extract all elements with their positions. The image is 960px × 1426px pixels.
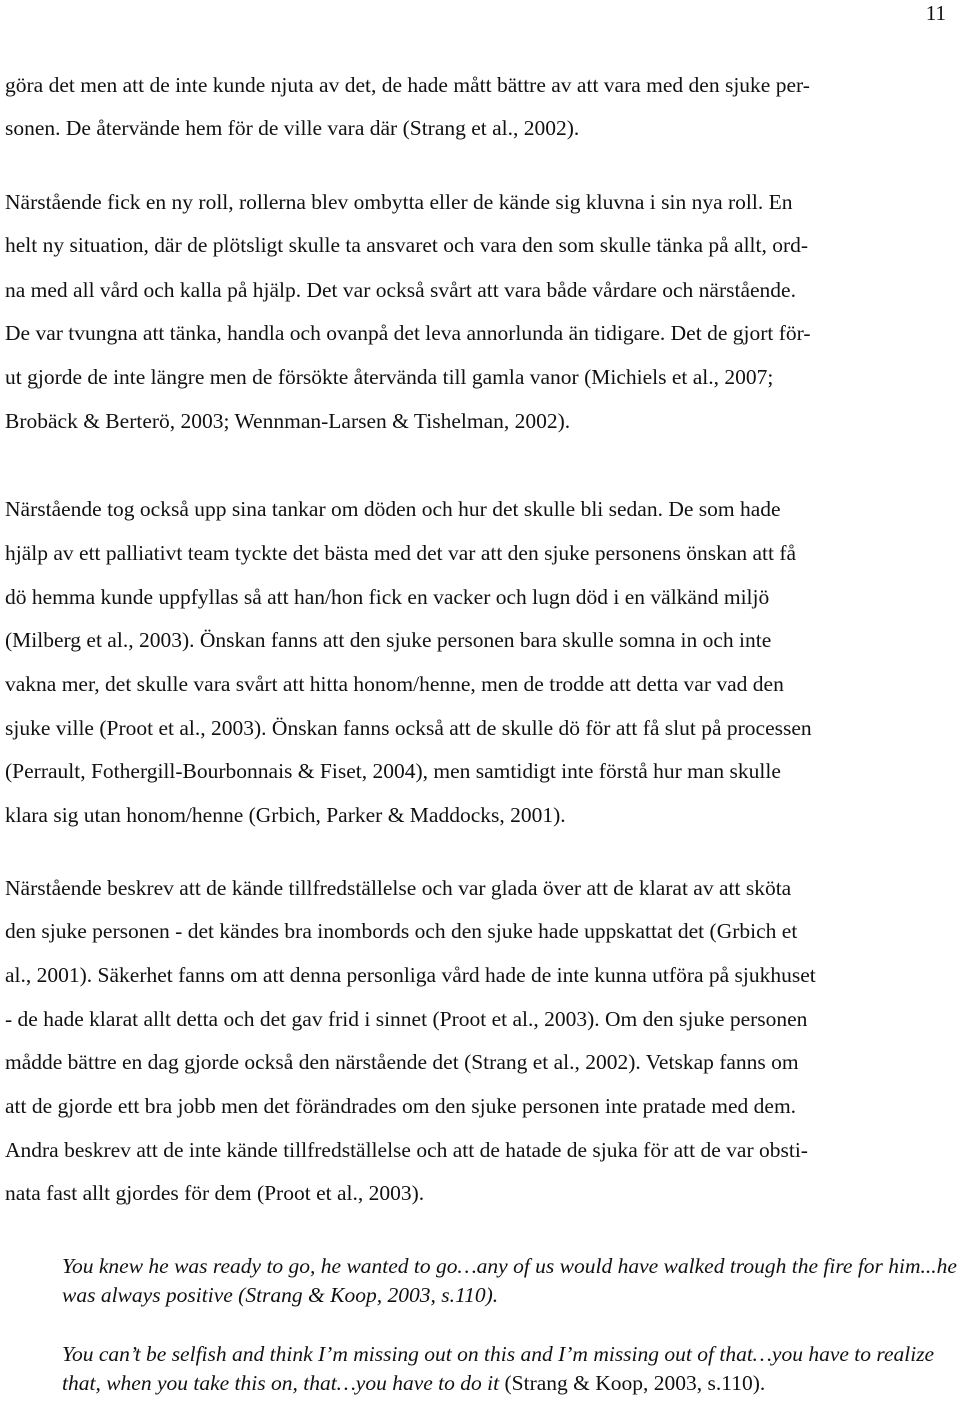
text-line: - de hade klarat allt detta och det gav frid i sinnet (Proot et al., 2003). Om den sjuke personen: [5, 1007, 808, 1031]
quote-text: You can’t be selfish and think I’m missing out on this and I’m missing out of that…you have to realize that, when you take this on, that…you have to do it: [62, 1342, 935, 1395]
text-line: nata fast allt gjordes för dem (Proot et al., 2003).: [5, 1181, 425, 1205]
text-line: vakna mer, det skulle vara svårt att hitta honom/henne, men de trodde att detta var vad den: [5, 672, 784, 696]
text-line: Brobäck & Berterö, 2003; Wennman-Larsen & Tishelman, 2002).: [5, 409, 571, 433]
text-line: den sjuke personen - det kändes bra inombords och den sjuke hade uppskattat det (Grbich et: [5, 919, 798, 943]
text-line: Närstående beskrev att de kände tillfredställelse och var glada över att de klarat av att sköta: [5, 876, 792, 900]
text-line: hjälp av ett palliativt team tyckte det bästa med det var att den sjuke personens önskan att få: [5, 541, 797, 565]
text-line: Andra beskrev att de inte kände tillfredställelse och att de hatade de sjuka för att de var obsti-: [5, 1138, 808, 1162]
text-line: na med all vård och kalla på hjälp. Det var också svårt att vara både vårdare och närstående.: [5, 278, 796, 302]
page-number: 11: [925, 1, 946, 25]
text-line: (Perrault, Fothergill-Bourbonnais & Fiset, 2004), men samtidigt inte förstå hur man skulle: [5, 759, 781, 783]
text-line: att de gjorde ett bra jobb men det förändrades om den sjuke personen inte pratade med dem.: [5, 1094, 797, 1118]
block-quote: [62, 1252, 957, 1310]
text-line: helt ny situation, där de plötsligt skulle ta ansvaret och vara den som skulle tänka på allt, ord-: [5, 233, 809, 257]
text-line: sjuke ville (Proot et al., 2003). Önskan fanns också att de skulle dö för att få slut på processen: [5, 716, 812, 740]
text-line: Närstående tog också upp sina tankar om döden och hur det skulle bli sedan. De som hade: [5, 497, 781, 521]
quote-citation: (Strang & Koop, 2003, s.110).: [499, 1371, 766, 1395]
text-line: klara sig utan honom/henne (Grbich, Parker & Maddocks, 2001).: [5, 803, 566, 827]
text-line: Närstående fick en ny roll, rollerna blev ombytta eller de kände sig kluvna i sin nya roll. En: [5, 190, 793, 214]
text-line: al., 2001). Säkerhet fanns om att denna personliga vård hade de inte kunna utföra på sjukhuset: [5, 963, 816, 987]
quote-text: You knew he was ready to go, he wanted to go…any of us would have walked trough the fire for him...he was always positive (Strang & Koop, 2003, s.110).: [62, 1254, 957, 1307]
text-line: dö hemma kunde uppfyllas så att han/hon fick en vacker och lugn död i en välkänd miljö: [5, 585, 770, 609]
text-line: mådde bättre en dag gjorde också den närstående det (Strang et al., 2002). Vetskap fanns om: [5, 1050, 799, 1074]
text-line: ut gjorde de inte längre men de försökte återvända till gamla vanor (Michiels et al., 2007;: [5, 365, 774, 389]
text-line: De var tvungna att tänka, handla och ovanpå det leva annorlunda än tidigare. Det de gjort för-: [5, 321, 811, 345]
text-line: göra det men att de inte kunde njuta av det, de hade mått bättre av att vara med den sjuke per-: [5, 73, 810, 97]
text-line: sonen. De återvände hem för de ville vara där (Strang et al., 2002).: [5, 116, 580, 140]
text-line: (Milberg et al., 2003). Önskan fanns att den sjuke personen bara skulle somna in och inte: [5, 628, 772, 652]
block-quote: [62, 1340, 957, 1398]
